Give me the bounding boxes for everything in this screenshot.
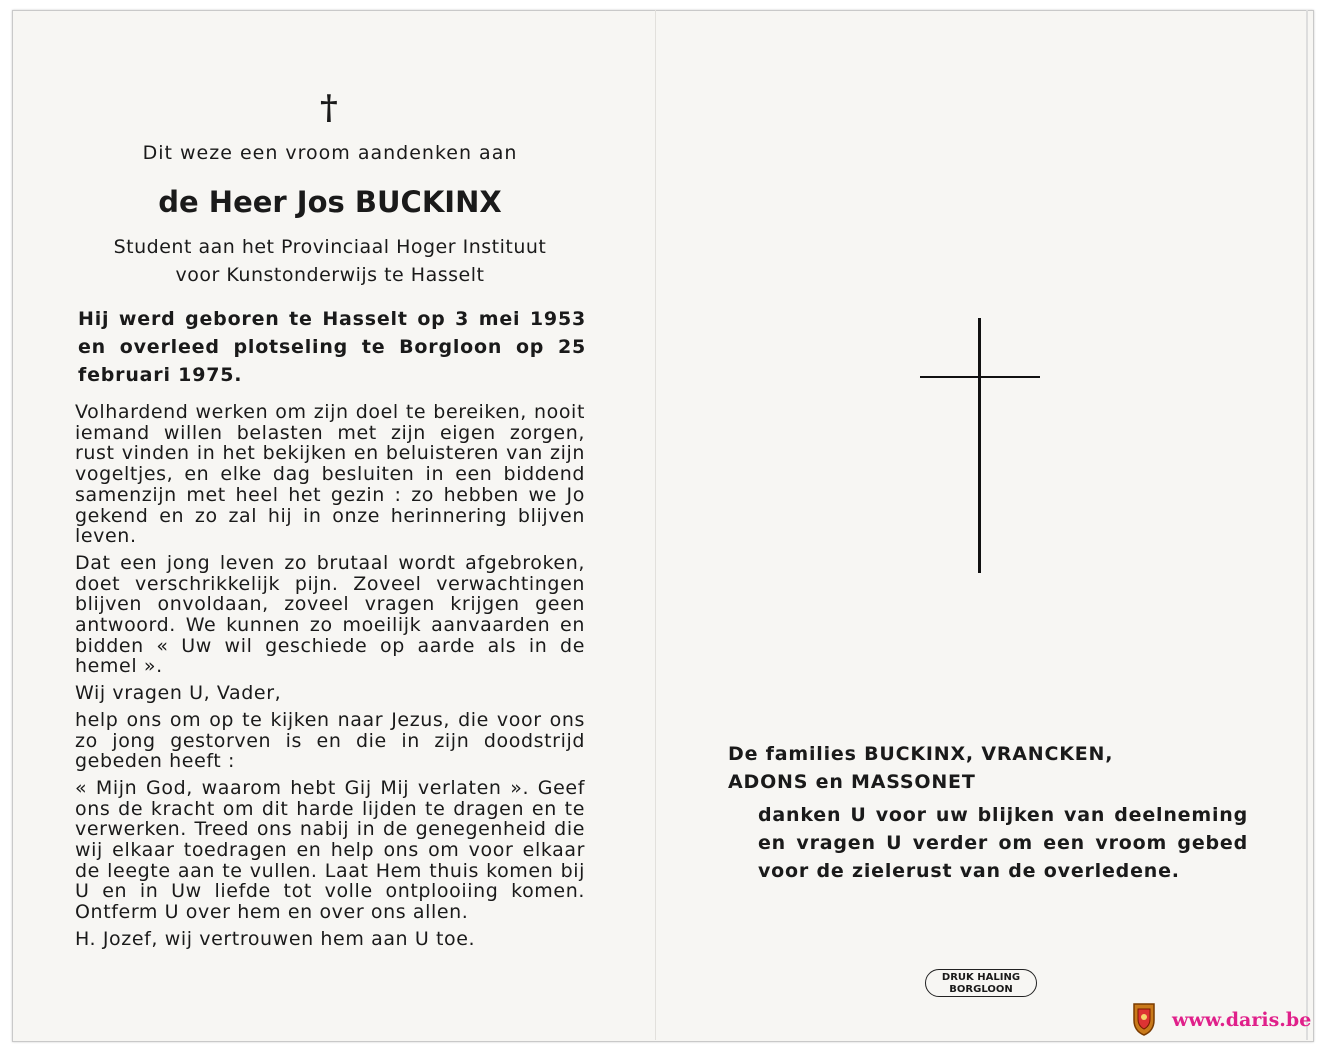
birth-death-text: Hij werd geboren te Hasselt op 3 mei 1953 en overleed plotseling te Borgloon op 25 februari 1975. [78,308,586,386]
paragraph-1: Volhardend werken om zijn doel te bereiken, nooit iemand willen belasten met zijn eigen zorgen, rust vinden in het bekijken en beluisteren van zijn vogeltjes, en elke dag besluiten in een biddend samenzijn met heel het gezin : zo hebben we Jo gekend en zo zal hij in onze herinnering blijven leven. [75,401,585,548]
card-fold [655,10,656,1040]
intro-text: Dit weze een vroom aandenken aan [142,142,518,164]
large-cross-icon [978,318,981,573]
paragraph-5: « Mijn God, waarom hebt Gij Mij verlaten ». Geef ons de kracht om dit harde lijden te dragen en te verwerken. Treed ons nabij in de genegenheid die wij elkaar toedragen en help ons om voor elkaar de leegte aan te vullen. Laat Hem thuis komen bij U en in Uw liefde tot volle ontplooiing komen. Ontferm U over hem en over ons allen. [75,776,585,924]
deceased-name: de Heer Jos BUCKINX [158,185,502,219]
large-cross-bar [920,376,1040,378]
printer-line-2: BORGLOON [949,984,1013,995]
thanks-block [728,740,1248,885]
card-edge [1306,10,1308,1040]
subtitle [75,233,585,289]
subtitle-line-2: voor Kunstonderwijs te Hasselt [175,264,485,286]
watermark-url[interactable]: www.daris.be [1172,1009,1312,1031]
paragraph-3: Wij vragen U, Vader, [75,682,282,705]
memorial-body [75,402,585,950]
paragraph-2: Dat een jong leven zo brutaal wordt afgebroken, doet verschrikkelijk pijn. Zoveel verwachtingen blijven onvoldaan, zoveel vragen krijgen geen antwoord. We kunnen zo moeilijk aanvaarden en bidden « Uw wil geschiede op aarde als in de hemel ». [75,551,585,678]
paragraph-4: help ons om op te kijken naar Jezus, die voor ons zo jong gestorven is en die in zijn doodstrijd gebeden heeft : [75,708,585,773]
subtitle-line-1: Student aan het Provinciaal Hoger Instituut [113,236,547,258]
families-line-2: ADONS en MASSONET [728,771,976,793]
daris-logo-icon [1130,1000,1158,1036]
printer-line-1: DRUK HALING [941,972,1021,983]
cross-icon: † [320,88,338,128]
thanks-message: danken U voor uw blijken van deelneming en vragen U verder om een vroom gebed voor de zielerust van de overledene. [758,804,1248,882]
families-line-1: De families BUCKINX, VRANCKEN, [728,743,1114,765]
paragraph-6: H. Jozef, wij vertrouwen hem aan U toe. [75,927,476,950]
printer-stamp [925,969,1037,997]
